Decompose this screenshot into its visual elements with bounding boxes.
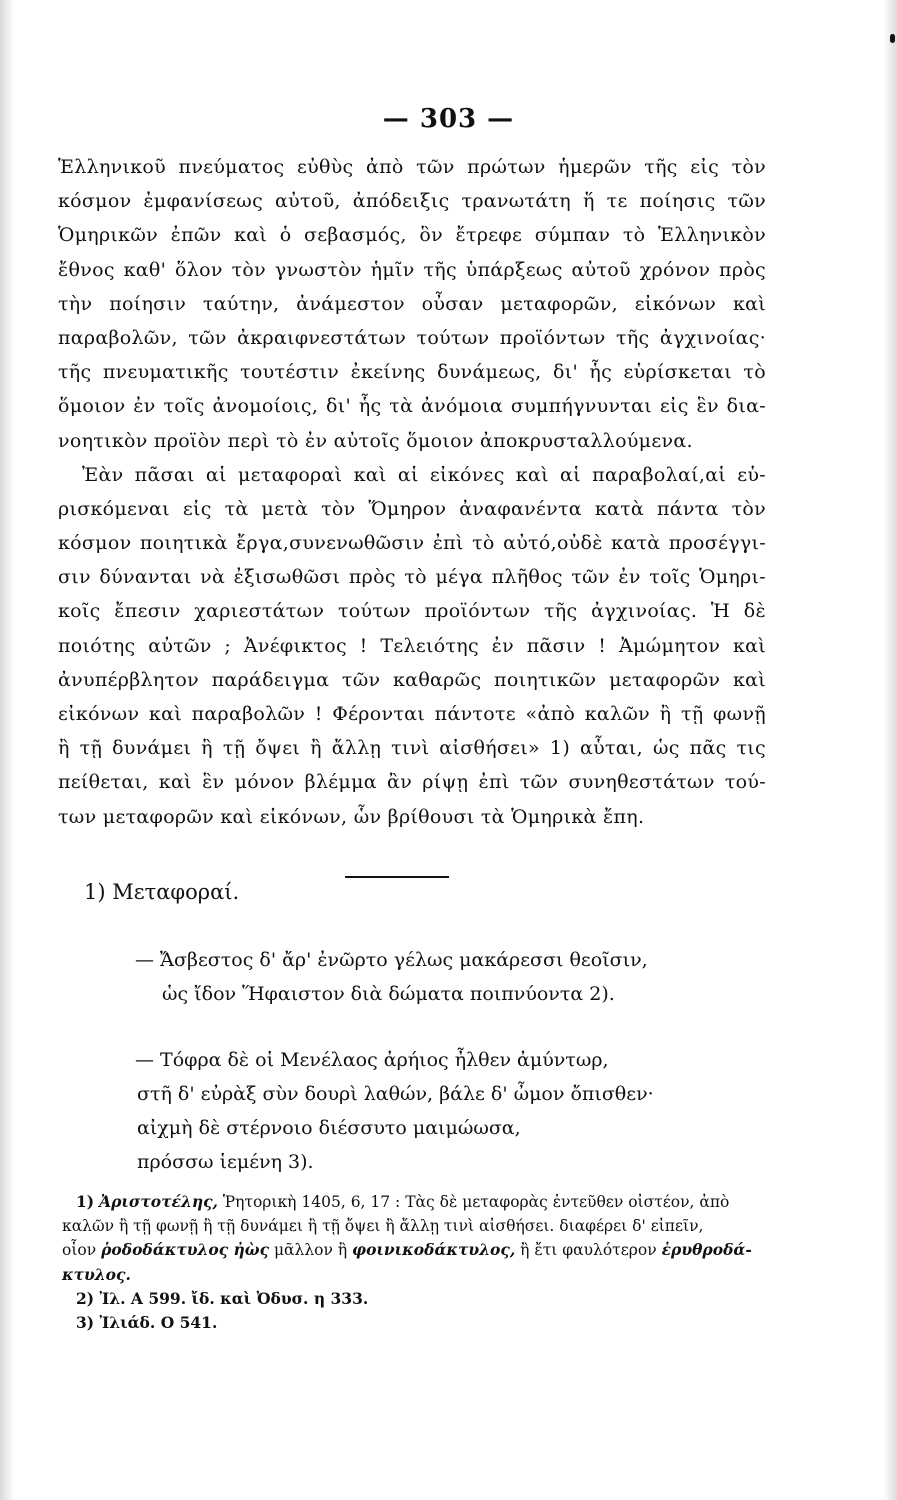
text-line: τῆς πνευματικῆς τουτέστιν ἐκείνης δυνάμεως, δι' ἧς εὑρίσκεται τὸ xyxy=(58,361,766,384)
text-line: κόσμον ποιητικὰ ἔργα,συνενωθῶσιν ἐπὶ τὸ αὐτό,οὐδὲ κατὰ προσέγγι- xyxy=(58,532,766,555)
footnote-1-line-4 xyxy=(62,1263,762,1288)
text-line: κόσμον ἐμφανίσεως αὐτοῦ, ἀπόδειξις τρανωτάτη ἥ τε ποίησις τῶν xyxy=(58,190,766,213)
footnote-1-line-2: καλῶν ἢ τῇ φωνῇ ἢ τῇ δυνάμει ἢ τῇ ὄψει ἢ ἄλλῃ τινὶ αἰσθήσει. διαφέρει δ' εἰπεῖν, xyxy=(62,1216,704,1235)
text-line: ποιότης αὐτῶν ; Ἀνέφικτος ! Τελειότης ἐν πᾶσιν ! Ἀμώμητον καὶ xyxy=(58,634,766,657)
text-line: εἰκόνων καὶ παραβολῶν ! Φέρονται πάντοτε «ἀπὸ καλῶν ἢ τῇ φωνῇ xyxy=(58,703,766,725)
scan-edge-left xyxy=(0,0,14,1500)
footnote-2: 2) Ἰλ. Α 599. ἴδ. καὶ Ὀδυσ. η 333. xyxy=(76,1289,369,1308)
footnote-text: Ῥητορικὴ 1405, 6, 17 : Τὰς δὲ μεταφορὰς ἐντεῦθεν οἰστέον, ἀπὸ xyxy=(222,1193,730,1211)
text-line: σιν δύνανται νὰ ἐξισωθῶσι πρὸς τὸ μέγα πλῆθος τῶν ἐν τοῖς Ὁμηρι- xyxy=(58,566,766,589)
text-line: Ὁμηρικῶν ἐπῶν καὶ ὁ σεβασμός, ὃν ἔτρεφε σύμπαν τὸ Ἑλληνικὸν xyxy=(58,224,766,247)
section-divider xyxy=(345,876,449,878)
text-line: κοῖς ἔπεσιν χαριεστάτων τούτων προϊόντων τῆς ἀγχινοίας. Ἡ δὲ xyxy=(58,600,766,623)
text-line: παραβολῶν, τῶν ἀκραιφνεστάτων τούτων προϊόντων τῆς ἀγχινοίας· xyxy=(58,326,766,349)
text-line: ἔθνος καθ' ὅλον τὸν γνωστὸν ἡμῖν τῆς ὑπάρξεως αὐτοῦ χρόνον πρὸς xyxy=(58,258,766,281)
text-line: ἢ τῇ δυνάμει ἢ τῇ ὄψει ἢ ἄλλῃ τινὶ αἰσθήσει» 1) αὗται, ὡς πᾶς τις xyxy=(58,737,766,760)
footnote-1 xyxy=(62,1190,762,1215)
text-line: Ἑλληνικοῦ πνεύματος εὐθὺς ἀπὸ τῶν πρώτων ἡμερῶν τῆς εἰς τὸν xyxy=(58,156,766,178)
footnote-text: ἢ ἔτι φαυλότερον xyxy=(520,1241,657,1259)
quote-line: — Ἄσβεστος δ' ἄρ' ἐνῶρτο γέλως μακάρεσσι θεοῖσιν, xyxy=(135,949,648,971)
text-line: νοητικὸν προϊὸν περὶ τὸ ἐν αὐτοῖς ὅμοιον ἀποκρυσταλλούμενα. xyxy=(58,429,693,452)
quote-line: στῆ δ' εὐρὰξ σὺν δουρὶ λαθών, βάλε δ' ὦμον ὄπισθεν· xyxy=(137,1083,654,1105)
scan-edge-right xyxy=(883,0,897,1500)
text-line: των μεταφορῶν καὶ εἰκόνων, ὧν βρίθουσι τὰ Ὁμηρικὰ ἔπη. xyxy=(58,805,645,828)
quote-line: ὡς ἴδον Ἥφαιστον διὰ δώματα ποιπνύοντα 2). xyxy=(162,983,615,1005)
quote-block-2 xyxy=(135,1043,755,1179)
footnote-term: ῥοδοδάκτυλος ἠὼς xyxy=(101,1240,270,1259)
text-line: Ἐὰν πᾶσαι αἱ μεταφοραὶ καὶ αἱ εἰκόνες καὶ αἱ παραβολαί,αἱ εὑ- xyxy=(82,463,766,486)
footnotes xyxy=(62,1190,762,1334)
text-line: τὴν ποίησιν ταύτην, ἀνάμεστον οὖσαν μεταφορῶν, εἰκόνων καὶ xyxy=(58,292,766,315)
note-label: 1) Μεταφοραί. xyxy=(84,880,240,904)
footnote-1-line-3 xyxy=(62,1238,762,1263)
footnote-term: κτυλος. xyxy=(62,1264,131,1284)
footnote-term: ἐρυθροδά- xyxy=(661,1240,752,1259)
text-line: ρισκόμεναι εἰς τὰ μετὰ τὸν Ὅμηρον ἀναφανέντα κατὰ πάντα τὸν xyxy=(58,497,766,520)
page-number: — 303 — xyxy=(382,104,515,134)
text-line: ὅμοιον ἐν τοῖς ἀνομοίοις, δι' ἧς τὰ ἀνόμοια συμπήγνυνται εἰς ἓν δια- xyxy=(58,395,766,418)
main-text xyxy=(58,150,766,834)
ink-speck xyxy=(890,34,895,43)
footnote-term: φοινικοδάκτυλος, xyxy=(352,1240,516,1259)
footnote-text: οἷον xyxy=(62,1241,97,1259)
text-line: πείθεται, καὶ ἓν μόνον βλέμμα ἂν ρίψῃ ἐπὶ τῶν συνηθεστάτων τού- xyxy=(58,771,766,794)
footnote-number: 1) xyxy=(76,1192,95,1211)
quote-block-1 xyxy=(135,943,755,1011)
footnote-author: Ἀριστοτέλης, xyxy=(99,1192,218,1211)
quote-line: αἰχμὴ δὲ στέρνοιο διέσσυτο μαιμώωσα, xyxy=(137,1117,521,1139)
quote-line: πρόσσω ἱεμένη 3). xyxy=(137,1151,314,1173)
footnote-text: μᾶλλον ἢ xyxy=(273,1241,348,1259)
quote-line: — Τόφρα δὲ οἱ Μενέλαος ἀρήιος ἦλθεν ἀμύντωρ, xyxy=(135,1049,609,1071)
footnote-3: 3) Ἰλιάδ. Ο 541. xyxy=(76,1312,218,1332)
text-line: ἀνυπέρβλητον παράδειγμα τῶν καθαρῶς ποιητικῶν μεταφορῶν καὶ xyxy=(58,668,766,691)
